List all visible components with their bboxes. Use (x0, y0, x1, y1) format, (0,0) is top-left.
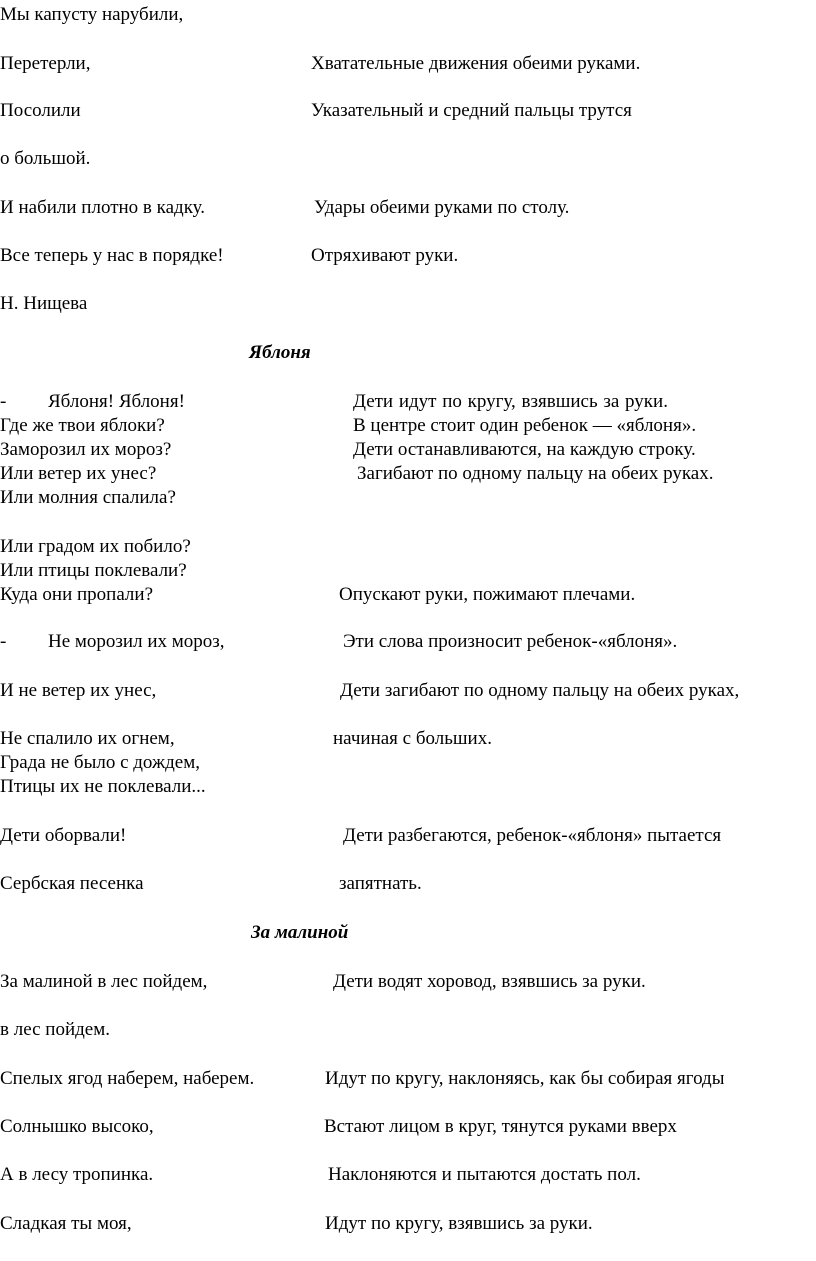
action-note: Указательный и средний пальцы трутся (311, 100, 632, 121)
verse-line: И набили плотно в кадку. (0, 197, 206, 218)
verse-line: Града не было с дождем, (0, 752, 200, 773)
action-note: Удары обеими руками по столу. (314, 197, 570, 218)
action-note: Дети водят хоровод, взявшись за руки. (333, 971, 646, 992)
action-note: Встают лицом в круг, тянутся руками вверх (324, 1116, 677, 1137)
verse-line: Спелых ягод наберем, наберем. (0, 1068, 255, 1089)
action-note: Эти слова произносит ребенок-«яблоня». (343, 631, 678, 652)
action-note: Наклоняются и пытаются достать пол. (328, 1164, 641, 1185)
verse-line: Сладкая ты моя, (0, 1213, 132, 1234)
verse-line: Мы капусту нарубили, (0, 4, 184, 25)
action-note: запятнать. (339, 873, 422, 894)
verse-line: Или птицы поклевали? (0, 560, 187, 581)
action-note: Хватательные движения обеими руками. (311, 53, 641, 74)
verse-line: Все теперь у нас в порядке! (0, 245, 224, 266)
source-credit: Сербская песенка (0, 873, 144, 894)
verse-line: Не спалило их огнем, (0, 728, 175, 749)
action-note: Идут по кругу, взявшись за руки. (325, 1213, 593, 1234)
dialogue-dash: - (0, 391, 7, 412)
action-note: Дети останавливаются, на каждую строку. (353, 439, 696, 460)
verse-line: в лес пойдем. (0, 1019, 111, 1040)
verse-line: А в лесу тропинка. (0, 1164, 154, 1185)
dialogue-dash: - (0, 631, 7, 652)
verse-line: И не ветер их унес, (0, 680, 157, 701)
action-note: Дети разбегаются, ребенок-«яблоня» пытается (343, 825, 722, 846)
action-note: В центре стоит один ребенок — «яблоня». (353, 415, 697, 436)
verse-line: Или градом их побило? (0, 536, 191, 557)
action-note: Идут по кругу, наклоняясь, как бы собирая ягоды (325, 1068, 725, 1089)
verse-line: Птицы их не поклевали... (0, 776, 206, 797)
action-note: Дети идут по кругу, взявшись за руки. (353, 391, 668, 412)
verse-line: Или ветер их унес? (0, 463, 157, 484)
verse-line: Солнышко высоко, (0, 1116, 154, 1137)
action-note: начиная с больших. (333, 728, 492, 749)
verse-line: Не морозил их мороз, (48, 631, 225, 652)
verse-line: Где же твои яблоки? (0, 415, 165, 436)
verse-line: Перетерли, (0, 53, 91, 74)
section-title-apple-tree: Яблоня (249, 342, 311, 363)
verse-line: За малиной в лес пойдем, (0, 971, 208, 992)
verse-line: Куда они пропали? (0, 584, 154, 605)
verse-line: Заморозил их мороз? (0, 439, 172, 460)
verse-line: Посолили (0, 100, 81, 121)
action-note: Дети загибают по одному пальцу на обеих руках, (340, 680, 740, 701)
verse-line: Яблоня! Яблоня! (48, 391, 185, 412)
verse-line: Дети оборвали! (0, 825, 127, 846)
verse-line: Или молния спалила? (0, 487, 176, 508)
action-note: Отряхивают руки. (311, 245, 459, 266)
section-title-raspberry: За малиной (251, 922, 349, 943)
action-note: Опускают руки, пожимают плечами. (339, 584, 636, 605)
action-note: Загибают по одному пальцу на обеих руках. (357, 463, 714, 484)
author-credit: Н. Нищева (0, 293, 88, 314)
verse-line: о большой. (0, 148, 91, 169)
